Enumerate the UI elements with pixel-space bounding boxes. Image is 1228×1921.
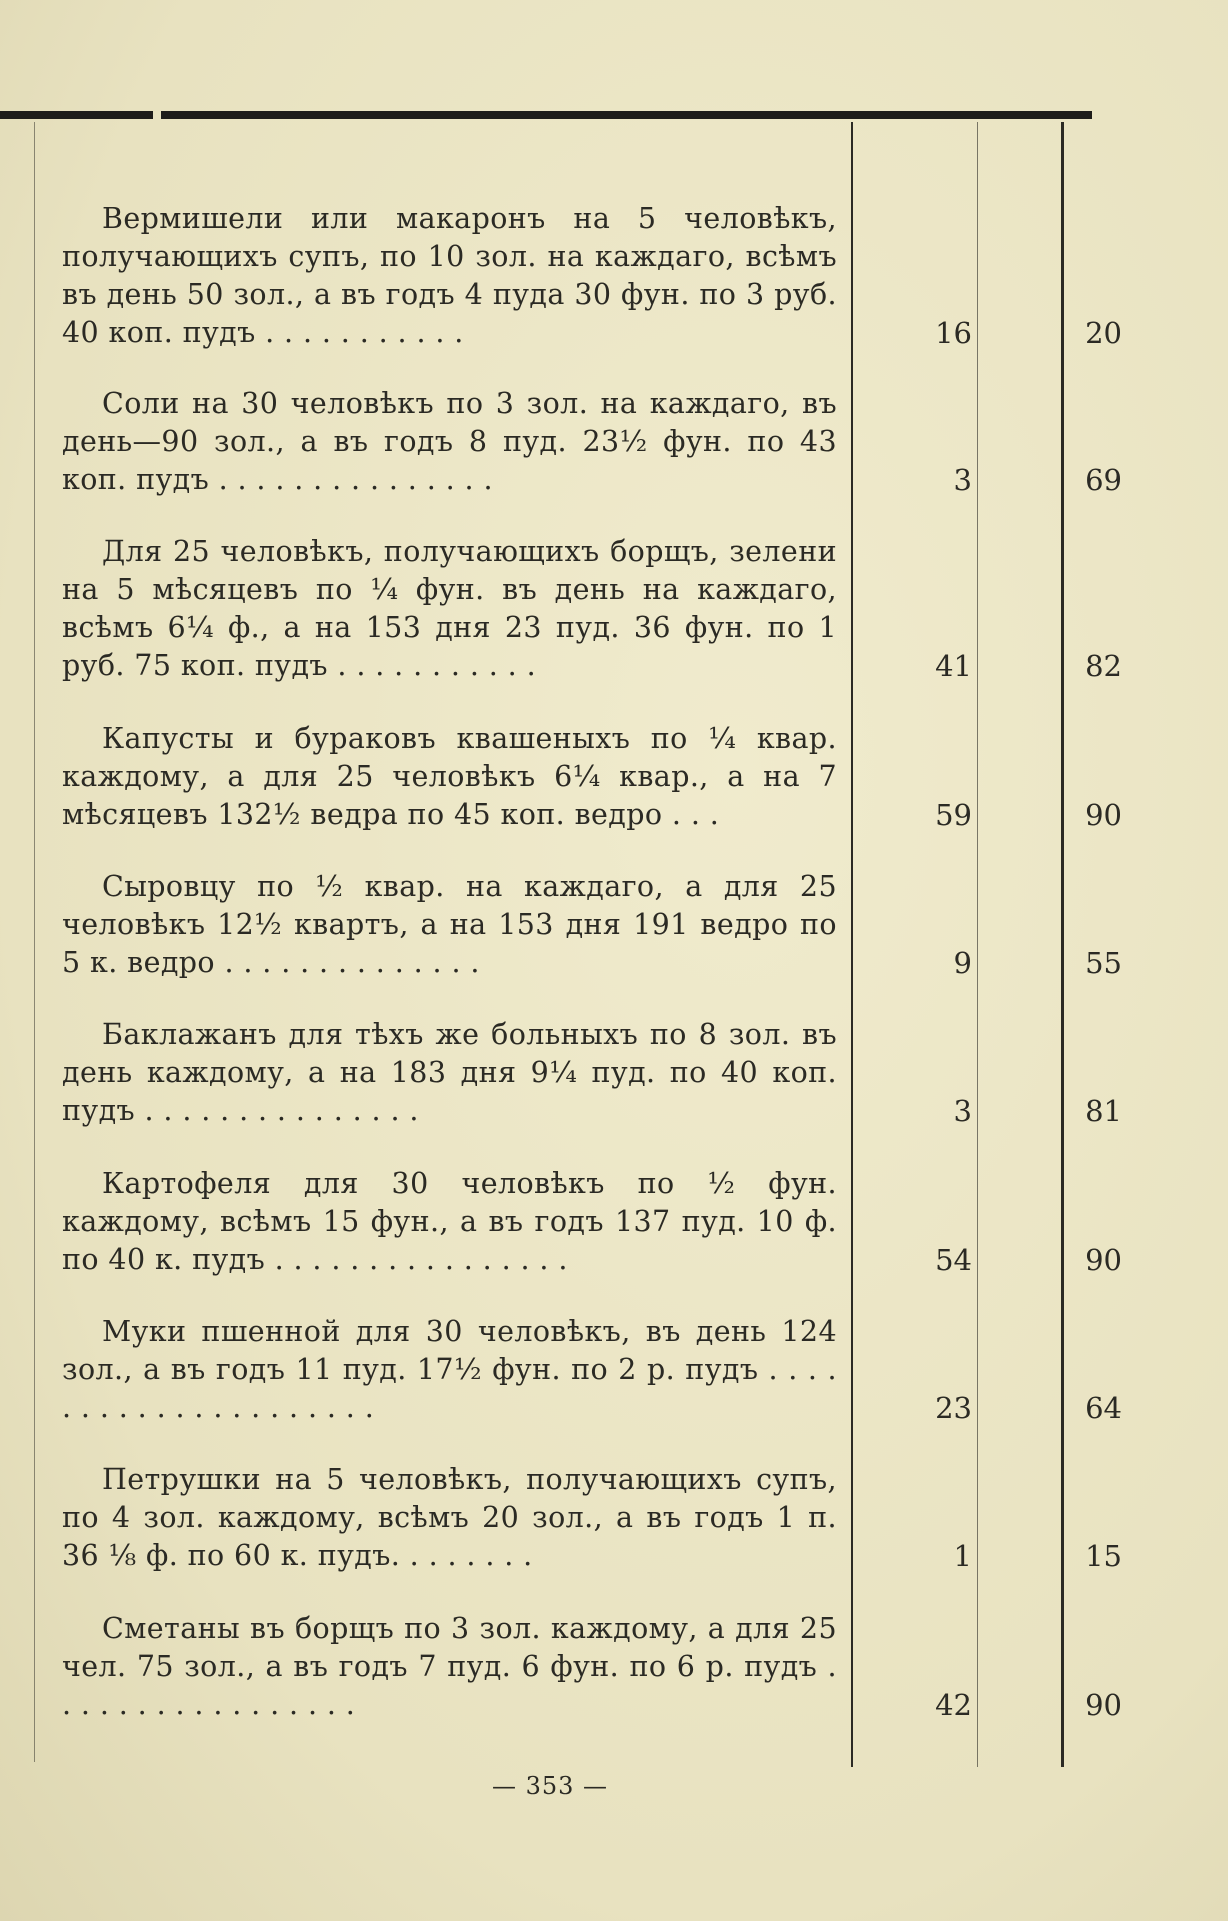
kopecks-value: 20	[1085, 316, 1122, 350]
rubles-value: 59	[935, 798, 972, 832]
page-number: — 353 —	[491, 1772, 609, 1800]
entry-text: Сыровцу по ½ квар. на каждаго, а для 25 человѣкъ 12½ квартъ, а на 153 дня 191 ведро по 5 к. ведро . . . . . . . . . . . . . .	[62, 870, 837, 979]
entry-text: Муки пшенной для 30 человѣкъ, въ день 124 зол., а въ годъ 11 пуд. 17½ фун. по 2 р. пудъ . . . . . . . . . . . . . . . . . . . . .	[62, 1315, 837, 1424]
rubles-value: 3	[953, 1094, 972, 1128]
rubles-value: 54	[935, 1243, 972, 1277]
rubles-value: 3	[953, 463, 972, 497]
kopecks-value: 90	[1085, 1243, 1122, 1277]
entry-text: Соли на 30 человѣкъ по 3 зол. на каждаго, въ день—90 зол., а въ годъ 8 пуд. 23½ фун. по 43 коп. пудъ . . . . . . . . . . . . . . .	[62, 387, 837, 496]
top-rule-gap	[153, 111, 161, 119]
kopecks-value: 64	[1085, 1391, 1122, 1425]
entry-text: Для 25 человѣкъ, получающихъ борщъ, зелени на 5 мѣсяцевъ по ¼ фун. въ день на каждаго, всѣмъ 6¼ ф., а на 153 дня 23 пуд. 36 фун. по 1 руб. 75 коп. пудъ . . . . . . . . . . .	[62, 535, 837, 682]
top-rule	[0, 111, 1092, 119]
entry-text: Петрушки на 5 человѣкъ, получающихъ супъ, по 4 зол. каждому, всѣмъ 20 зол., а въ годъ 1 п. 36 ⅛ ф. по 60 к. пудъ. . . . . . . .	[62, 1463, 837, 1572]
entry-text: Сметаны въ борщъ по 3 зол. каждому, а для 25 чел. 75 зол., а въ годъ 7 пуд. 6 фун. по 6 р. пудъ . . . . . . . . . . . . . . . . .	[62, 1612, 837, 1721]
rubles-value: 41	[935, 649, 972, 683]
entry-text: Капусты и бураковъ квашеныхъ по ¼ квар. каждому, а для 25 человѣкъ 6¼ квар., а на 7 мѣсяцевъ 132½ ведра по 45 коп. ведро . . .	[62, 722, 837, 831]
rubles-value: 1	[953, 1539, 972, 1573]
kopecks-value: 55	[1085, 946, 1122, 980]
left-margin-line	[34, 122, 35, 1762]
rubles-value: 23	[935, 1391, 972, 1425]
entry-text: Картофеля для 30 человѣкъ по ½ фун. каждому, всѣмъ 15 фун., а въ годъ 137 пуд. 10 ф. по 40 к. пудъ . . . . . . . . . . . . . . . .	[62, 1167, 837, 1276]
kopecks-value: 81	[1085, 1094, 1122, 1128]
kopecks-value: 15	[1085, 1539, 1122, 1573]
entry-text: Вермишели или макаронъ на 5 человѣкъ, получающихъ супъ, по 10 зол. на каждаго, всѣмъ въ день 50 зол., а въ годъ 4 пуда 30 фун. по 3 руб. 40 коп. пудъ . . . . . . . . . . .	[62, 202, 837, 349]
kopecks-value: 90	[1085, 798, 1122, 832]
kopecks-value: 82	[1085, 649, 1122, 683]
kopecks-value: 69	[1085, 463, 1122, 497]
kopecks-value: 90	[1085, 1688, 1122, 1722]
column-rule-kopecks	[977, 122, 978, 1767]
entry-text: Баклажанъ для тѣхъ же больныхъ по 8 зол. въ день каждому, а на 183 дня 9¼ пуд. по 40 коп. пудъ . . . . . . . . . . . . . . .	[62, 1018, 837, 1127]
rubles-value: 42	[935, 1688, 972, 1722]
rubles-value: 16	[935, 316, 972, 350]
rubles-value: 9	[953, 946, 972, 980]
